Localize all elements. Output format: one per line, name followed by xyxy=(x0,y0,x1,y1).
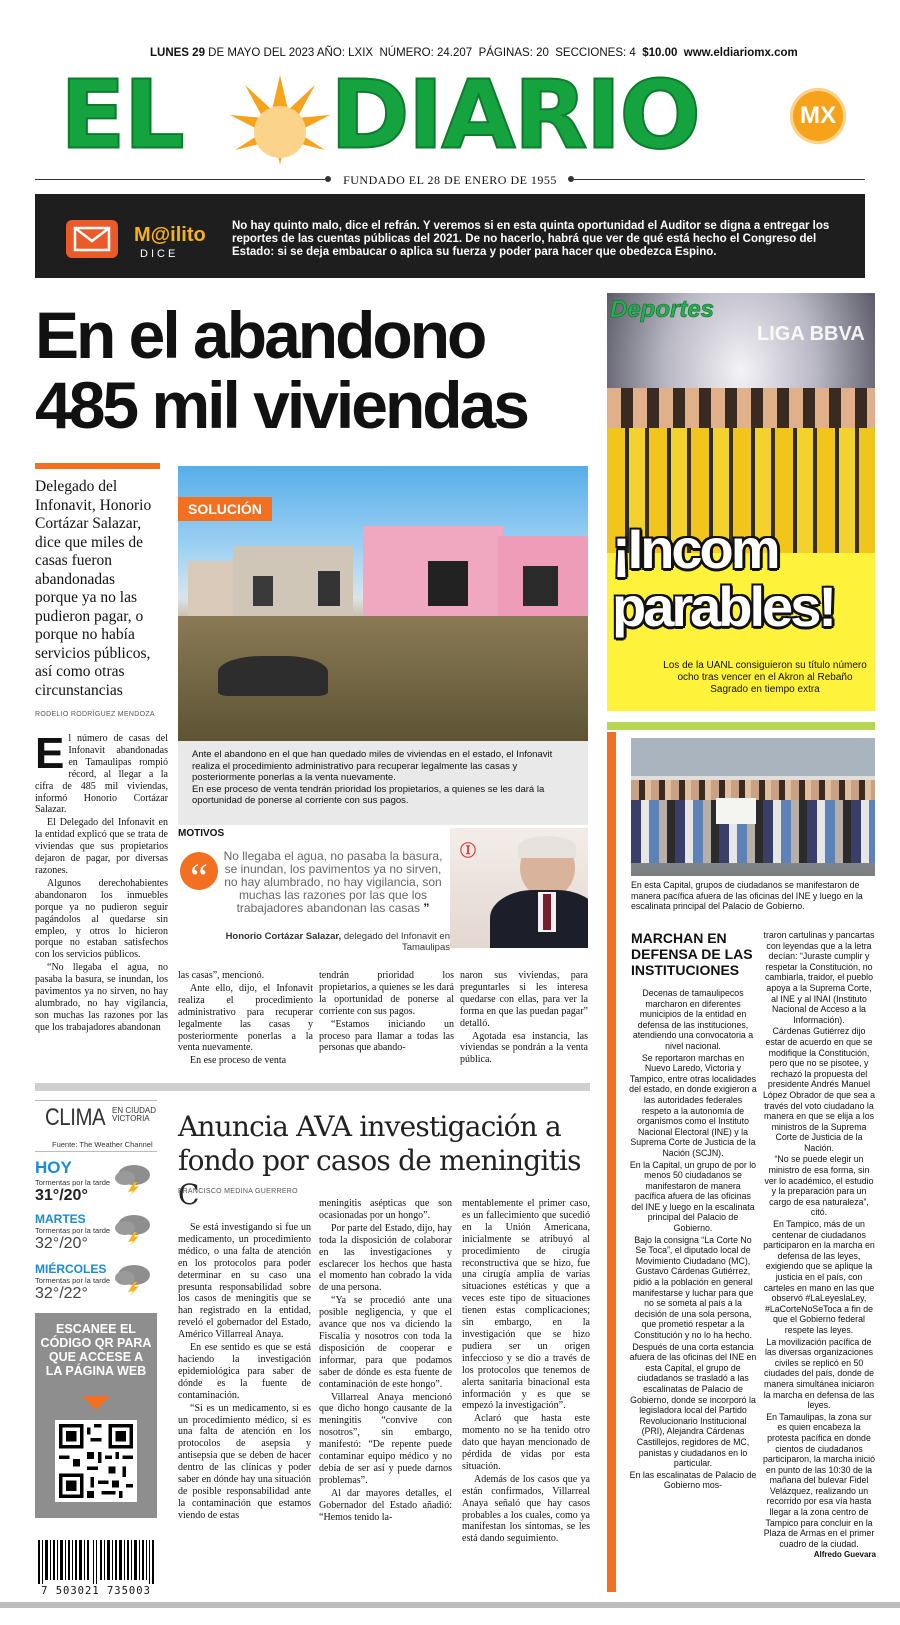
arrow-down-icon xyxy=(82,1396,110,1410)
issue-date: DE MAYO DEL 2023 xyxy=(208,47,315,59)
weather-day-wednesday: MIÉRCOLES Tormentas por la tarde 32°/22° xyxy=(35,1262,111,1302)
newspaper-logo[interactable] xyxy=(60,60,836,170)
mailito-text: No hay quinto malo, dice el refrán. Y veremos si en esta quinta oportunidad el Auditor se digna a entregar los reportes de las cuentas públicas del 2021. De no hacerlo, habrá que ver de qué está hecho el Congreso del Estado: si se deja embaucar o aplica su fuerza y poder para hacer que obedezca Espino. xyxy=(232,220,830,258)
logo-diario: DIARIO xyxy=(330,60,699,170)
logo-el: EL xyxy=(60,60,183,170)
protest-photo[interactable] xyxy=(631,738,875,876)
qr-code[interactable] xyxy=(55,1420,137,1502)
qr-instructions: ESCANEE EL CÓDIGO QR PARA QUE ACCESE A LA PÁGINA WEB xyxy=(40,1322,152,1378)
page-footer-rule xyxy=(0,1602,900,1608)
founded-line: FUNDADO EL 28 DE ENERO DE 1955 xyxy=(343,173,557,187)
marchan-column-2: traron cartulinas y pancartas con leyendas que a la letra decían: “Juraste cumplir y respetar la Constitución, no cambiarla, traidor, el pueblo apoya a la Suprema Corte, al INE y al INAI (Instituto Nacional de Acceso a la Información). Cárdenas Gutiérrez dijo estar de acuerdo en que se modifique la Constitución, pero que no se pisotee, y rechazó la propuesta del presidente Andrés Manuel López Obrador de que sea a través del voto ciudadano la manera en que se elija a los ministros de la Suprema Corte de Justicia de la Nación. “No se puede elegir un ministro de esa forma, sin ver lo académico, el estudio y la preparación para un cargo de esa naturaleza”, citó. En Tampico, más de un centenar de ciudadanos participaron en la marcha en defensa de las leyes, exigiendo que se aplique la justicia en el país, con carteles en mano en las que observó #LaLeyeslaLey, #LaCorteNoSeToca a fin de que el Gobierno federal respete las leyes. La movilización pacífica de las diversas organizaciones civiles se replicó en 50 ciudades del país, donde de manera simultánea iniciaron la marcha en defensa de las leyes. En Tamaulipas, la zona sur es quien encabeza la protesta pacífica en donde cientos de ciudadanos participaron, la marcha inició en punto de las 10:30 de la mañana del bulevar Fidel Velázquez, realizando un recorrido por esa vía hasta llegar a la zona centro de Tampico para concluir en la Plaza de Armas en el primer cuadro de la ciudad. Alfredo Guevara xyxy=(763,930,876,1560)
section-divider-bar xyxy=(35,1083,590,1091)
trophy-celebration-photo[interactable]: LIGA BBVA xyxy=(607,293,875,553)
sports-section-label: Deportes xyxy=(610,296,715,323)
section-divider xyxy=(607,722,875,730)
issue-date-day: LUNES 29 xyxy=(150,47,205,59)
accent-bar xyxy=(35,463,160,469)
issue-sections: SECCIONES: 4 xyxy=(555,47,636,59)
weather-title: CLIMA xyxy=(45,1104,106,1131)
storm-cloud-icon xyxy=(112,1212,154,1246)
lead-column-1: El número de casas del Infonavit abandonadas en Tamaulipas rompió récord, al llegar a la cifra de 485 mil viviendas, informó Honorio Cortázar Salazar. El Delegado del Infonavit en la entidad explicó que se trata de viviendas que sus propietarios dejaron de pagar, por diversas razones. Algunos derechohabientes abandonaron los inmuebles porque ya no pudieron seguir pagándolos al quedarse sin empleo, y otros lo hicieron porque no estaban satisfechos con los servicios públicos. “No llegaba el agua, no pasaba la basura, se inundan, los pavimentos ya no sirven, no hay alumbrado, no hay vigilancia, son muchas las razones por las que los trabajadores abandonan xyxy=(35,729,168,1033)
meningitis-headline[interactable]: Anuncia AVA investigación a fondo por casos de meningitis C xyxy=(178,1110,581,1211)
dropcap: E xyxy=(35,729,65,778)
pull-quote: No llegaba el agua, no pasaba la basura, se inundan, los pavimentos ya no sirven, no hay alumbrado, no hay vigilancia, son muchas las razones por las que los trabajadores abandonan las casas ” xyxy=(223,849,443,915)
marchan-column-1: Decenas de tamaulipecos marcharon en diferentes municipios de la entidad en defensa de las instituciones, atendiendo una convocatoria a nivel nacional. Se reportaron marchas en Nuevo Laredo, Victoria y Tampico, entre otras localidades del estado, en donde exigieron a las autoridades federales respeto a la autonomía de organismos como el Instituto Nacional Electoral (INE) y la Suprema Corte de Justicia de la Nación (SCJN). En la Capital, un grupo de por lo menos 50 ciudadanos se manifestaron de manera pacífica afuera de las oficinas del INE y luego en la escalinata principal del Palacio de Gobierno. Bajo la consigna “La Corte No Se Toca”, el diputado local de Movimiento Ciudadano (MC), Gustavo Cárdenas Gutiérrez, pidió a la población en general manifestarse y luchar para que no se someta al país a la decisión de una sola persona, que prometió respetar a la Constitución y no lo ha hecho. Después de una corta estancia afuera de las oficinas del INE en esta Capital, el grupo de ciudadanos se trasladó a las escalinatas de Palacio de Gobierno, donde se incorporó la legisladora local del Partido Revolucionario Institucional (PRI), Alejandra Cárdenas Castillejos, regidores de MC, panistas y ciudadanos en lo particular. En las escalinatas de Palacio de Gobierno mos- xyxy=(629,988,757,1491)
issue-year: AÑO: LXIX xyxy=(316,47,374,59)
weather-source: Fuente: The Weather Channel xyxy=(52,1140,153,1149)
weather-day-today: HOY Tormentas por la tarde 31°/20° xyxy=(35,1158,111,1204)
quote-icon: “ xyxy=(180,852,218,890)
mailito-title: M@ilito xyxy=(134,224,206,246)
meningitis-column-3: mentablemente el primer caso, es un fallecimiento que sucedió en la Unión Americana, inicialmente se atribuyó al procedimiento de cirugía reconstructiva que se hizo, fue una cirugía amplia de varias situaciones estéticas y que a veces este tipo de situaciones tienen estas complicaciones; sin embargo, en la investigación que se hizo pudiera ser un origen infeccioso y se dio a través de los protocolos que tenemos de alerta sanitaria binacional esta información y es que se empezó la investigación”. Aclaró que hasta este momento no se ha tenido otro dato que hayan mencionado de pérdida de vidas por esta situación. Además de los casos que ya están confirmados, Villarreal Anaya señaló que hay casos probables a los cuales, como ya manifestan los síntomas, se les está dando seguimiento. xyxy=(462,1198,590,1545)
barcode-number: 7 503021 735003 xyxy=(41,1585,151,1597)
weather-location: EN CIUDAD VICTORIA xyxy=(112,1106,157,1123)
accent-rule xyxy=(607,732,616,1592)
weather-day-tuesday: MARTES Tormentas por la tarde 32°/20° xyxy=(35,1212,111,1252)
issue-pages: PÁGINAS: 20 xyxy=(478,47,549,59)
mailito-subtitle: DICE xyxy=(140,248,179,260)
sports-caption: Los de la UANL consiguieron su título número ocho tras vencer en el Akron al Rebaño Sagrado en tiempo extra xyxy=(663,660,867,695)
photo-caption: Ante el abandono en el que han quedado miles de viviendas en el estado, el Infonavit realiza el procedimiento administrativo para recuperar legalmente las casas y posteriormente ponerlas a la venta nuevamente. En ese proceso de venta tendrán prioridad los propietarios, a quienes se les dará la oportunidad de ponerse al corriente con sus pagos. xyxy=(178,741,588,825)
masthead-meta xyxy=(150,47,798,59)
issue-price: $10.00 xyxy=(642,47,678,59)
logo-mx-badge: MX xyxy=(790,88,846,144)
meningitis-byline: FRANCISCO MEDINA GUERRERO xyxy=(178,1188,298,1195)
marchan-byline: Alfredo Guevara xyxy=(813,1550,876,1560)
lead-column-3: tendrán prioridad los propietarios, a quienes se les dará la oportunidad de ponerse al corriente con sus pagos. “Estamos iniciando un proceso para llamar a todas las personas que abando- xyxy=(319,970,454,1054)
storm-cloud-icon xyxy=(112,1262,154,1296)
barcode xyxy=(38,1540,154,1584)
lead-headline[interactable] xyxy=(35,300,595,440)
issue-number: NÚMERO: 24.207 xyxy=(379,47,473,59)
sports-headline[interactable]: ¡Incom parables! xyxy=(612,517,834,638)
lead-byline: RODELIO RODRÍGUEZ MENDOZA xyxy=(35,711,155,718)
lead-deck: Delegado del Infonavit, Honorio Cortázar Salazar, dice que miles de casas fueron abandonadas porque ya no las pudieron pagar, o porque no había servicios públicos, así como otras circunstancias xyxy=(35,478,152,699)
marchan-headline[interactable]: MARCHAN EN DEFENSA DE LAS INSTITUCIONES xyxy=(631,930,753,978)
storm-cloud-icon xyxy=(112,1162,154,1196)
photo-tag: SOLUCIÓN xyxy=(178,497,272,521)
lead-headline-line1: En el abandono xyxy=(35,298,485,372)
masthead-rule-right xyxy=(574,179,865,180)
protest-caption: En esta Capital, grupos de ciudadanos se manifestaron de manera pacífica afuera de las oficinas del INE y luego en la escalinata principal del Palacio de Gobierno. xyxy=(631,880,863,911)
sun-icon xyxy=(225,70,335,165)
envelope-icon xyxy=(66,220,118,258)
motivos-label: MOTIVOS xyxy=(178,828,225,839)
delegate-portrait[interactable]: Ⓘ xyxy=(450,828,588,948)
lead-column-4: naron sus viviendas, para preguntarles si les interesa quedarse con ellas, para ver la forma en que las puedan pagar” detalló. Agotada esa instancia, las viviendas se pondrán a la venta pública. xyxy=(460,970,588,1066)
lead-headline-line2: 485 mil viviendas xyxy=(35,368,527,442)
quote-attribution: Honorio Cortázar Salazar, delegado del Infonavit en Tamaulipas xyxy=(225,931,450,953)
lead-column-2: las casas”, mencionó. Ante ello, dijo, el Infonavit realiza el procedimiento administrativo para recuperar legalmente las casas y posteriormente ponerlas a la venta nuevamente. En ese proceso de venta xyxy=(178,970,313,1067)
meningitis-column-2: meningitis asépticas que son ocasionadas por un hongo”. Por parte del Estado, dijo, hay toda la disposición de colaborar en las investigaciones y esclarecer los hechos que hasta el momento han cobrado la vida de una persona. “Ya se procedió ante una posible negligencia, y que el avance que nos va diciendo la Fiscalía y nosotros con toda la disposición de cooperar e informar, para que podamos saber de dónde es esta fuente de contaminación de este hongo”. Villarreal Anaya mencionó que dicho hongo causante de la meningitis “convive con nosotros”, sin embargo, manifestó: “De repente puede contaminar equipo médico y no debía de ser así y puede darnos problemas”. Al dar mayores detalles, el Gobernador del Estado añadió: “Hemos tenido la- xyxy=(319,1198,452,1523)
website-link[interactable]: www.eldiariomx.com xyxy=(683,47,798,59)
meningitis-column-1: Se está investigando si fue un medicamento, un procedimiento médico, o una falta de atención en los protocolos para poder determinar en su caso una presunta responsabilidad sobre los casos de meningitis que se han registrado en la entidad, reveló el gobernador del Estado, Américo Villarreal Anaya. En ese sentido es que se está haciendo la investigación epidemiológica para saber de dónde es la fuente de contaminación. “Si es un medicamento, si es un procedimiento médico, si es una falta de atención en los protocolos de asepsia y antisepsia que se deben de hacer dentro de las clínicas y poder saber en dónde hay una situación de posible responsabilidad ante la contaminación que estamos viendo de estas xyxy=(178,1222,311,1521)
